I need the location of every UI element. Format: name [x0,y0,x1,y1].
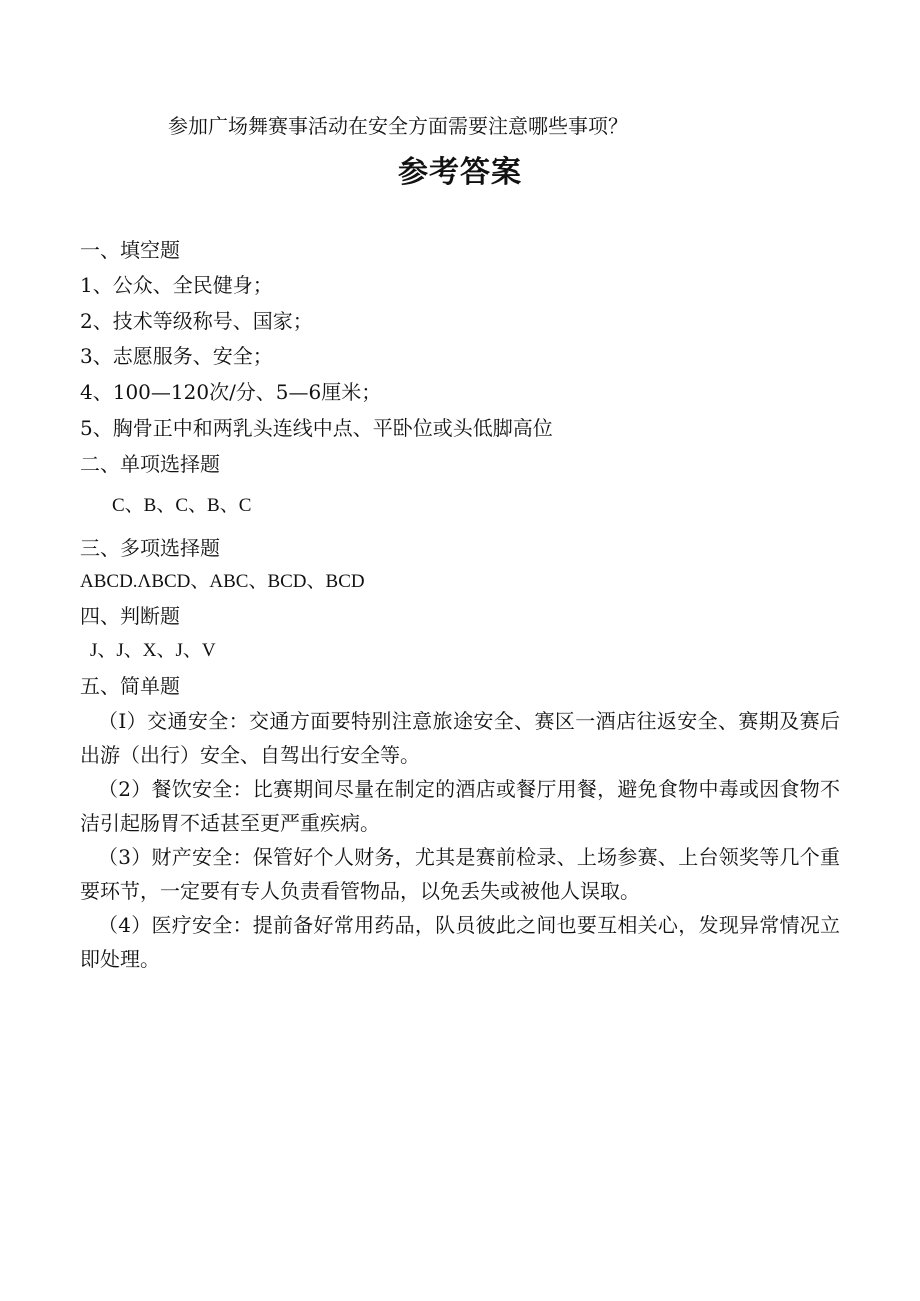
section-heading-short-answer: 五、简单题 [80,674,180,698]
multi-choice-answers: ABCD.ΛBCD、ABC、BCD、BCD [80,571,365,592]
fill-blank-item: 3、志愿服务、安全； [80,344,273,368]
fill-blank-item: 2、技术等级称号、国家； [80,309,313,333]
page-title: 参考答案 [398,155,522,190]
short-answer-paragraph: （2）餐饮安全：比赛期间尽量在制定的酒店或餐厅用餐，避免食物中毒或因食物不洁引起肠胃不适甚至更严重疾病。 [80,777,840,835]
true-false-answers: J、J、X、J、V [90,640,216,661]
section-heading-multi-choice: 三、多项选择题 [80,536,220,560]
section-heading-fill-blank: 一、填空题 [80,238,180,262]
section-heading-single-choice: 二、单项选择题 [80,452,220,476]
fill-blank-item: 4、100—120次/分、5—6厘米； [80,380,382,404]
short-answer-paragraph: （4）医疗安全：提前备好常用药品，队员彼此之间也要互相关心，发现异常情况立即处理。 [80,913,840,971]
fill-blank-item: 5、胸骨正中和两乳头连线中点、平卧位或头低脚高位 [80,416,553,440]
single-choice-answers: C、B、C、B、C [112,495,252,516]
fill-blank-item: 1、公众、全民健身； [80,273,273,297]
short-answer-paragraph: （3）财产安全：保管好个人财务，尤其是赛前检录、上场参赛、上台领奖等几个重要环节，一定要有专人负责看管物品，以免丢失或被他人误取。 [80,845,840,903]
section-heading-true-false: 四、判断题 [80,604,180,628]
short-answer-paragraph: （I）交通安全：交通方面要特别注意旅途安全、赛区一酒店往返安全、赛期及赛后出游（出行）安全、自驾出行安全等。 [80,709,840,767]
question-text: 参加广场舞赛事活动在安全方面需要注意哪些事项？ [168,114,628,138]
